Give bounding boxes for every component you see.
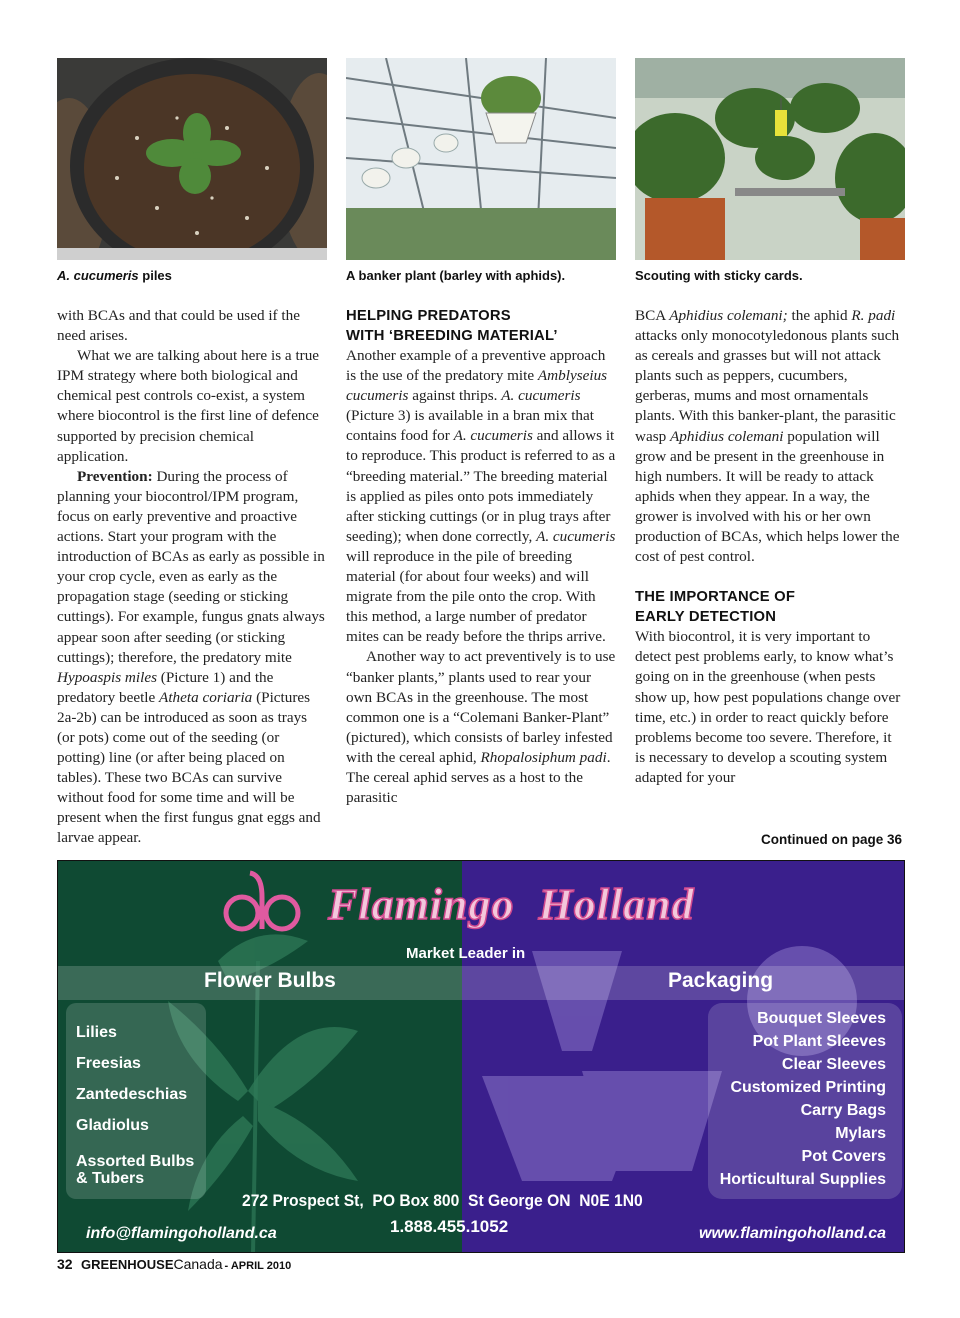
ad-email: info@flamingoholland.ca bbox=[86, 1225, 277, 1242]
page-footer bbox=[57, 1256, 291, 1274]
magazine-name-bold: GREENHOUSE bbox=[81, 1257, 174, 1272]
caption-photo-2: A banker plant (barley with aphids). bbox=[346, 268, 566, 283]
paragraph: Prevention: During the process of planning your biocontrol/IPM program, focus on early preventive and proactive actions. Start your program with the introduction of BCAs as early as possible in your crop cycle, even as early as the propagation stage (seeding or sticking cuttings). For example, fungus gnats always appear soon after seeding (or sticking cuttings); therefore, the predatory mite Hypoaspis miles (Picture 1) and the predatory beetle Atheta coriaria (Pictures 2a-2b) can be introduced as soon as trays (or pots) come out of the seeding (or potting) line (or after being placed on tables). These two BCAs can survive without food for some time and will be present when the first fungus gnat eggs and larvae appear. bbox=[57, 467, 325, 847]
photo-cucumeris-piles bbox=[57, 58, 327, 260]
list-item: Zantedeschias bbox=[76, 1086, 188, 1103]
list-item: Pot Covers bbox=[801, 1148, 886, 1165]
continued-note: Continued on page 36 bbox=[760, 832, 902, 847]
article-column-2 bbox=[346, 306, 616, 808]
caption-photo-1: A. cucumeris piles bbox=[57, 268, 172, 283]
list-item: Pot Plant Sleeves bbox=[752, 1033, 886, 1050]
photo-sticky-cards bbox=[635, 58, 905, 260]
brand-name: Flamingo Holland bbox=[328, 880, 695, 929]
list-item: Clear Sleeves bbox=[781, 1056, 886, 1073]
ad-address: 272 Prospect St, PO Box 800 St George ON N0E 1N0 bbox=[242, 1191, 643, 1210]
paragraph: Another example of a preventive approach is the use of the predatory mite Amblyseius cucumeris against thrips. A. cucumeris (Picture 3) is available in a bran mix that contains food for A. cucumeris and allows it to reproduce. This product is referred to as a “breeding material.” The breeding material is applied as piles onto pots immediately after sticking cuttings (or in plug trays after seeding); when done correctly, A. cucumeris will reproduce in the pile of breeding material (for about four weeks) and will migrate from the pile onto the crop. With this method, a large number of predator mites can be ready before the thrips arrive. bbox=[346, 347, 616, 646]
section-heading: HELPING PREDATORS WITH ‘BREEDING MATERIAL’ bbox=[346, 308, 558, 344]
list-item: & Tubers bbox=[76, 1170, 145, 1187]
list-item: Bouquet Sleeves bbox=[757, 1010, 886, 1027]
paragraph: BCA Aphidius colemani; the aphid R. padi attacks only monocotyledonous plants such as cereals and grasses but will not attack plants such as peppers, cucumbers, gerberas, mums and most ornamentals plants. With this banker-plant, the parasitic wasp Aphidius colemani population will grow and be present in the greenhouse in high numbers. It will be ready to attack aphids when they appear. In a way, the grower is involved with his or her own production of BCAs, which helps lower the cost of pest control. bbox=[635, 307, 900, 566]
section-heading: THE IMPORTANCE OF EARLY DETECTION bbox=[635, 589, 796, 626]
list-item: Horticultural Supplies bbox=[719, 1171, 886, 1188]
packaging-list bbox=[720, 1007, 886, 1191]
list-item: Lilies bbox=[76, 1024, 117, 1041]
list-item: Carry Bags bbox=[800, 1102, 886, 1119]
flamingo-holland-ad bbox=[57, 860, 905, 1253]
list-item: Customized Printing bbox=[730, 1079, 886, 1096]
list-item: Gladiolus bbox=[76, 1117, 149, 1134]
list-item: Mylars bbox=[835, 1125, 886, 1142]
ad-tagline: Market Leader in bbox=[406, 945, 526, 962]
ad-website: www.flamingoholland.ca bbox=[699, 1225, 886, 1242]
packaging-heading: Packaging bbox=[668, 969, 774, 992]
magazine-name-light: Canada bbox=[173, 1256, 223, 1272]
ad-phone: 1.888.455.1052 bbox=[390, 1217, 509, 1236]
article-column-3 bbox=[635, 306, 905, 788]
paragraph: What we are talking about here is a true IPM strategy where both biological and chemical pest controls co-exist, a system where biocontrol is the first line of defence supported by precision chemical application. bbox=[57, 347, 320, 465]
page-number: 32 bbox=[57, 1256, 73, 1272]
article-column-1 bbox=[57, 306, 327, 849]
list-item: Assorted Bulbs bbox=[76, 1153, 195, 1170]
paragraph: Another way to act preventively is to use “banker plants,” plants used to rear your own BCAs in the greenhouse. The most common one is a “Colemani Banker-Plant” (pictured), which consists of barley infested with the cereal aphid, Rhopalosiphum padi. The cereal aphid serves as a host to the parasitic bbox=[346, 648, 616, 807]
paragraph: With biocontrol, it is very important to detect pest problems early, to know what’s going on in the greenhouse (when pests show up, how pest populations change over time, etc.) in order to react quickly before problems become too severe. Therefore, it is necessary to develop a scouting system adapted for your bbox=[635, 628, 901, 786]
caption-photo-3: Scouting with sticky cards. bbox=[635, 268, 803, 283]
list-item: Freesias bbox=[76, 1055, 141, 1072]
issue-date: - APRIL 2010 bbox=[224, 1260, 292, 1272]
photo-banker-plant bbox=[346, 58, 616, 260]
flower-bulbs-list bbox=[76, 1017, 194, 1187]
flower-bulbs-heading: Flower Bulbs bbox=[204, 969, 336, 992]
flamingo-logo-icon bbox=[220, 867, 310, 937]
paragraph: with BCAs and that could be used if the need arises. bbox=[57, 307, 300, 345]
